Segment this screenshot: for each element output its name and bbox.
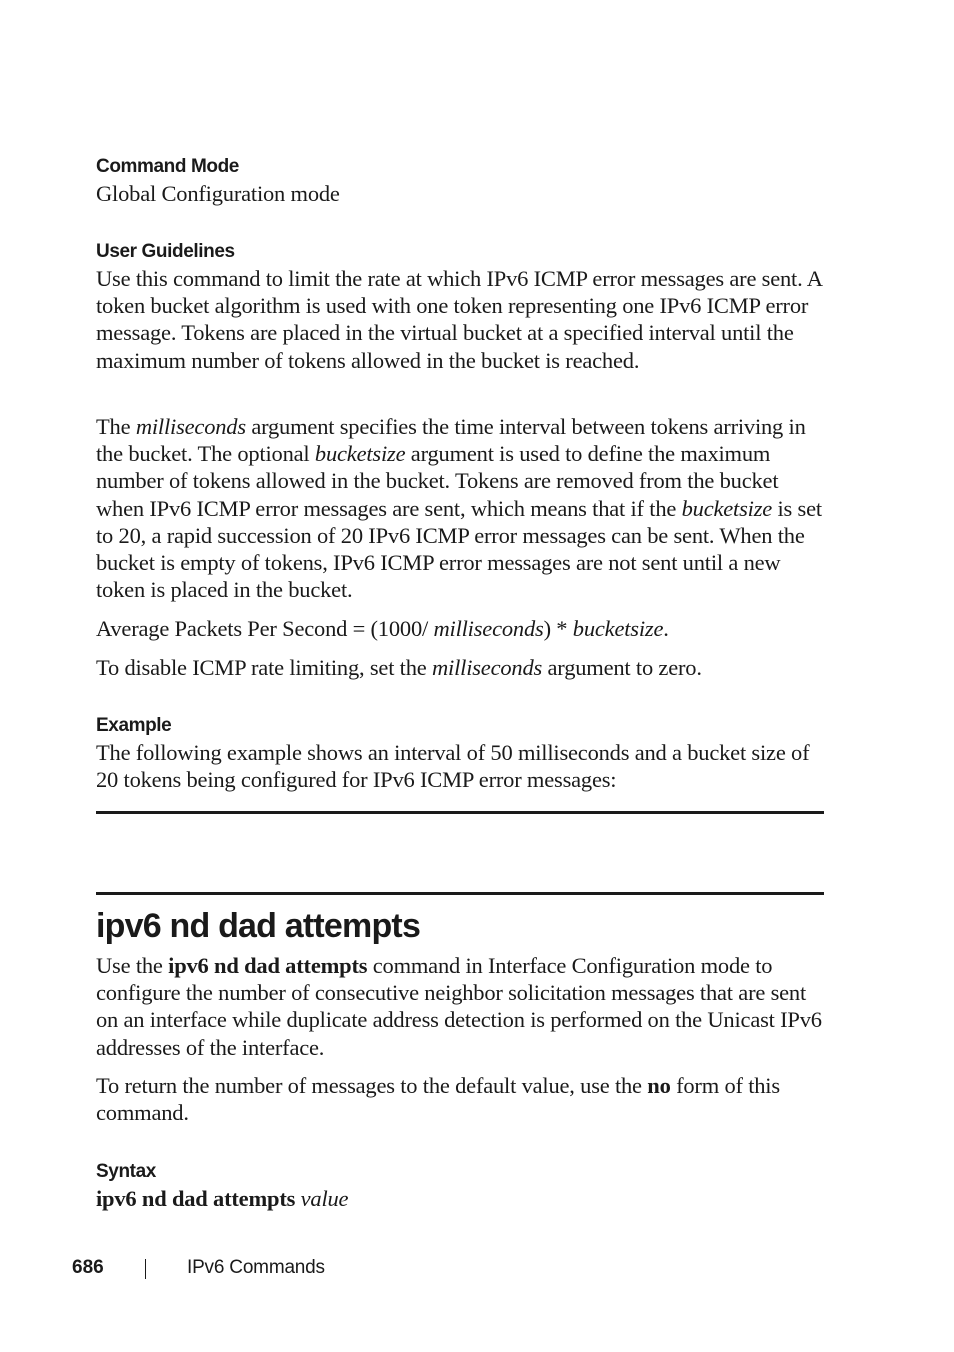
no-form-paragraph: To return the number of messages to the default value, use the no form of this command. xyxy=(96,1073,780,1126)
command-title-rule xyxy=(96,892,824,895)
command-mode-text: Global Configuration mode xyxy=(96,181,340,206)
example-heading: Example xyxy=(96,715,172,736)
user-guidelines-paragraph-2: The milliseconds argument specifies the time interval between tokens arriving in the bucket. The optional bucketsize argument is used to define the maximum number of tokens allowed in the bucket. Tokens are removed from the bucket when IPv6 ICMP error messages are sent, which means that if the bucketsize is set to 20, a rapid succession of 20 IPv6 ICMP error messages can be sent. When the bucket is empty of tokens, IPv6 ICMP error messages are not sent until a new token is placed in the bucket. xyxy=(96,414,822,603)
emphasis-milliseconds: milliseconds xyxy=(432,655,543,680)
disable-paragraph: To disable ICMP rate limiting, set the milliseconds argument to zero. xyxy=(96,655,702,680)
emphasis-milliseconds: milliseconds xyxy=(433,616,544,641)
command-mode-heading: Command Mode xyxy=(96,156,239,177)
command-description: Use the ipv6 nd dad attempts command in Interface Configuration mode to configure the number of consecutive neighbor solicitation messages that are sent on an interface while duplicate address detection is performed on the Unicast IPv6 addresses of the interface. xyxy=(96,953,822,1060)
example-text: The following example shows an interval of 50 milliseconds and a bucket size of 20 tokens being configured for IPv6 ICMP error messages: xyxy=(96,740,810,793)
no-keyword: no xyxy=(647,1073,671,1098)
syntax-command: ipv6 nd dad attempts xyxy=(96,1186,296,1211)
formula-paragraph: Average Packets Per Second = (1000/ milliseconds) * bucketsize. xyxy=(96,616,669,641)
emphasis-bucketsize: bucketsize xyxy=(572,616,664,641)
command-keyword: ipv6 nd dad attempts xyxy=(168,953,368,978)
syntax-argument: value xyxy=(300,1186,349,1211)
section-end-rule xyxy=(96,811,824,814)
emphasis-milliseconds: milliseconds xyxy=(135,414,246,439)
user-guidelines-heading: User Guidelines xyxy=(96,241,235,262)
syntax-line xyxy=(96,1185,824,1212)
page-number: 686 xyxy=(72,1257,104,1278)
footer-divider xyxy=(145,1259,146,1279)
user-guidelines-paragraph-1: Use this command to limit the rate at which IPv6 ICMP error messages are sent. A token bucket algorithm is used with one token representing one IPv6 ICMP error message. Tokens are placed in the virtual bucket at a specified interval until the maximum number of tokens allowed in the bucket is reached. xyxy=(96,266,822,373)
command-title: ipv6 nd dad attempts xyxy=(96,907,421,945)
emphasis-bucketsize: bucketsize xyxy=(681,495,773,521)
emphasis-bucketsize: bucketsize xyxy=(314,441,406,467)
chapter-title: IPv6 Commands xyxy=(187,1257,325,1278)
syntax-heading: Syntax xyxy=(96,1161,156,1182)
